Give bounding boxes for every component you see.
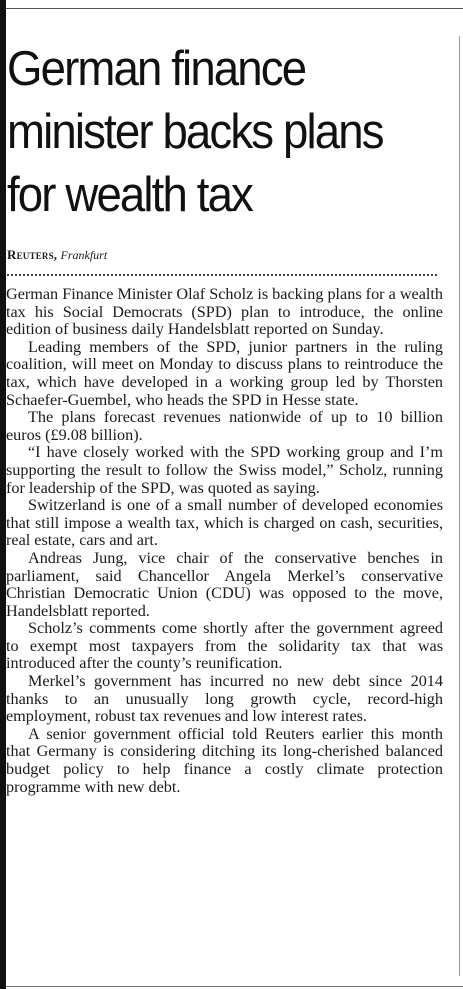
paragraph: Leading members of the SPD, junior partners in the ruling coalition, will meet on Monday to discuss plans to reintroduce the tax, which have developed in a working group led by Thorsten Schaefer-Guembel, who heads the SPD in Hesse state. [6, 337, 443, 409]
paragraph: A senior government official told Reuters earlier this month that Germany is considering ditching its long-cherished balanced budget policy to help finance a costly climate protection programme with new debt. [6, 724, 443, 796]
byline [7, 247, 107, 263]
paragraph: German Finance Minister Olaf Scholz is backing plans for a wealth tax his Social Democrats (SPD) plan to introduce, the online edition of business daily Handelsblatt reported on Sunday. [6, 285, 443, 339]
byline-location: Frankfurt [60, 248, 108, 262]
paragraph: Switzerland is one of a small number of developed economies that still impose a wealth tax, which is charged on cash, securities, real estate, cars and art. [6, 496, 443, 550]
top-rule [6, 8, 463, 9]
bottom-rule [6, 986, 463, 987]
headline: German finance minister backs plans for wealth tax [7, 42, 383, 222]
paragraph: “I have closely worked with the SPD working group and I’m supporting the result to follow the Swiss model,” Scholz, running for leadership of the SPD, was quoted as saying. [6, 443, 443, 497]
article-body [6, 286, 443, 796]
dotted-divider [7, 274, 437, 276]
paragraph: Merkel’s government has incurred no new debt since 2014 thanks to an unusually long growth cycle, record-high employment, robust tax revenues and low interest rates. [6, 672, 443, 726]
paragraph: Scholz’s comments come shortly after the government agreed to exempt most taxpayers from the solidarity tax that was introduced after the county’s reunification. [6, 619, 443, 673]
byline-agency: Reuters, [7, 247, 58, 262]
paragraph: The plans forecast revenues nationwide of up to 10 billion euros (£9.08 billion). [6, 408, 443, 444]
column-divider [459, 36, 460, 976]
paragraph: Andreas Jung, vice chair of the conservative benches in parliament, said Chancellor Angela Merkel’s conservative Christian Democratic Union (CDU) was opposed to the move, Handelsblatt reported. [6, 548, 443, 620]
